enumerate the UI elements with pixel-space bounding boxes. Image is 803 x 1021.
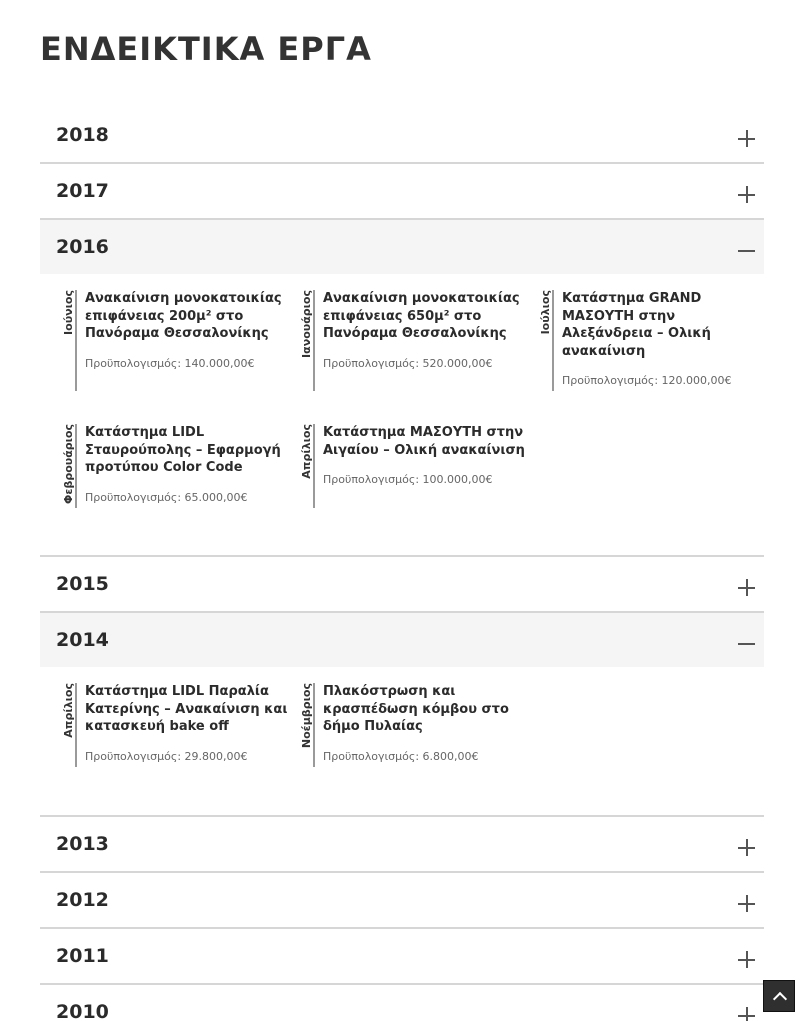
project-budget: Προϋπολογισμός: 65.000,00€ — [85, 490, 248, 504]
plus-icon[interactable] — [738, 895, 755, 912]
project-card — [300, 683, 528, 767]
project-budget: Προϋπολογισμός: 120.000,00€ — [562, 374, 732, 387]
plus-icon[interactable] — [738, 839, 755, 856]
year-label: 2017 — [56, 180, 109, 202]
accordion-item-2014 — [40, 613, 764, 817]
project-title: Κατάστημα LIDL Παραλία Κατερίνης – Ανακαίνιση και κατασκευή bake off — [85, 684, 288, 734]
year-label: 2012 — [56, 889, 109, 911]
project-month: Ιανουάριος — [300, 290, 313, 358]
project-budget: Προϋπολογισμός: 6.800,00€ — [323, 749, 479, 763]
project-title: Κατάστημα ΜΑΣΟΥΤΗ στην Αιγαίου – Ολική ανακαίνιση — [323, 425, 525, 458]
year-label: 2013 — [56, 833, 109, 855]
project-title: Κατάστημα LIDL Σταυρούπολης – Εφαρμογή προτύπου Color Code — [85, 425, 281, 475]
accordion-item-2010 — [40, 985, 764, 1021]
project-card — [62, 424, 290, 508]
plus-icon[interactable] — [738, 130, 755, 147]
project-card — [539, 290, 767, 391]
accordion-item-2011 — [40, 929, 764, 985]
project-month: Ιούλιος — [539, 290, 552, 335]
accordion-item-2012 — [40, 873, 764, 929]
accordion-header-2014[interactable] — [40, 613, 764, 667]
scroll-to-top-button[interactable] — [763, 980, 795, 1012]
accordion-item-2015 — [40, 557, 764, 613]
project-title: Ανακαίνιση μονοκατοικίας επιφάνειας 200μ² στο Πανόραμα Θεσσαλονίκης — [85, 291, 282, 341]
project-budget: Προϋπολογισμός: 29.800,00€ — [85, 749, 248, 763]
project-card — [62, 290, 290, 391]
accordion-header-2013[interactable] — [40, 817, 764, 871]
accordion-item-2017 — [40, 164, 764, 220]
minus-icon[interactable] — [738, 635, 755, 652]
year-label: 2018 — [56, 124, 109, 146]
accordion-header-2015[interactable] — [40, 557, 764, 611]
accordion-item-2018 — [40, 108, 764, 164]
year-label: 2011 — [56, 945, 109, 967]
year-label: 2014 — [56, 629, 109, 651]
accordion-header-2018[interactable] — [40, 108, 764, 162]
project-budget: Προϋπολογισμός: 100.000,00€ — [323, 473, 493, 486]
plus-icon[interactable] — [738, 579, 755, 596]
accordion-header-2010[interactable] — [40, 985, 764, 1021]
accordion-header-2017[interactable] — [40, 164, 764, 218]
project-month: Απρίλιος — [300, 424, 313, 479]
accordion-item-2016 — [40, 220, 764, 557]
project-month: Νοέμβριος — [300, 683, 313, 749]
project-title: Πλακόστρωση και κρασπέδωση κόμβου στο δήμο Πυλαίας — [323, 684, 509, 734]
project-card — [300, 424, 528, 508]
year-label: 2016 — [56, 236, 109, 258]
project-title: Ανακαίνιση μονοκατοικίας επιφάνειας 650μ² στο Πανόραμα Θεσσαλονίκης — [323, 291, 520, 341]
year-label: 2015 — [56, 573, 109, 595]
project-card — [62, 683, 290, 767]
accordion-header-2011[interactable] — [40, 929, 764, 983]
minus-icon[interactable] — [738, 242, 755, 259]
project-budget: Προϋπολογισμός: 520.000,00€ — [323, 356, 493, 370]
project-card — [300, 290, 528, 391]
project-month: Φεβρουάριος — [62, 424, 75, 505]
project-title: Κατάστημα GRAND ΜΑΣΟΥΤΗ στην Αλεξάνδρεια – Ολική ανακαίνιση — [562, 291, 711, 359]
plus-icon[interactable] — [738, 951, 755, 968]
accordion-body-2014 — [40, 667, 764, 815]
plus-icon[interactable] — [738, 1007, 755, 1021]
page-title: ΕΝΔΕΙΚΤΙΚΑ ΕΡΓΑ — [40, 30, 372, 68]
project-month: Ιούνιος — [62, 290, 75, 335]
accordion-header-2012[interactable] — [40, 873, 764, 927]
project-budget: Προϋπολογισμός: 140.000,00€ — [85, 356, 255, 370]
plus-icon[interactable] — [738, 186, 755, 203]
accordion-header-2016[interactable] — [40, 220, 764, 274]
project-month: Απρίλιος — [62, 683, 75, 738]
accordion-body-2016 — [40, 274, 764, 555]
projects-accordion — [40, 108, 764, 1021]
year-label: 2010 — [56, 1001, 109, 1021]
chevron-up-icon — [773, 992, 787, 1006]
accordion-item-2013 — [40, 817, 764, 873]
